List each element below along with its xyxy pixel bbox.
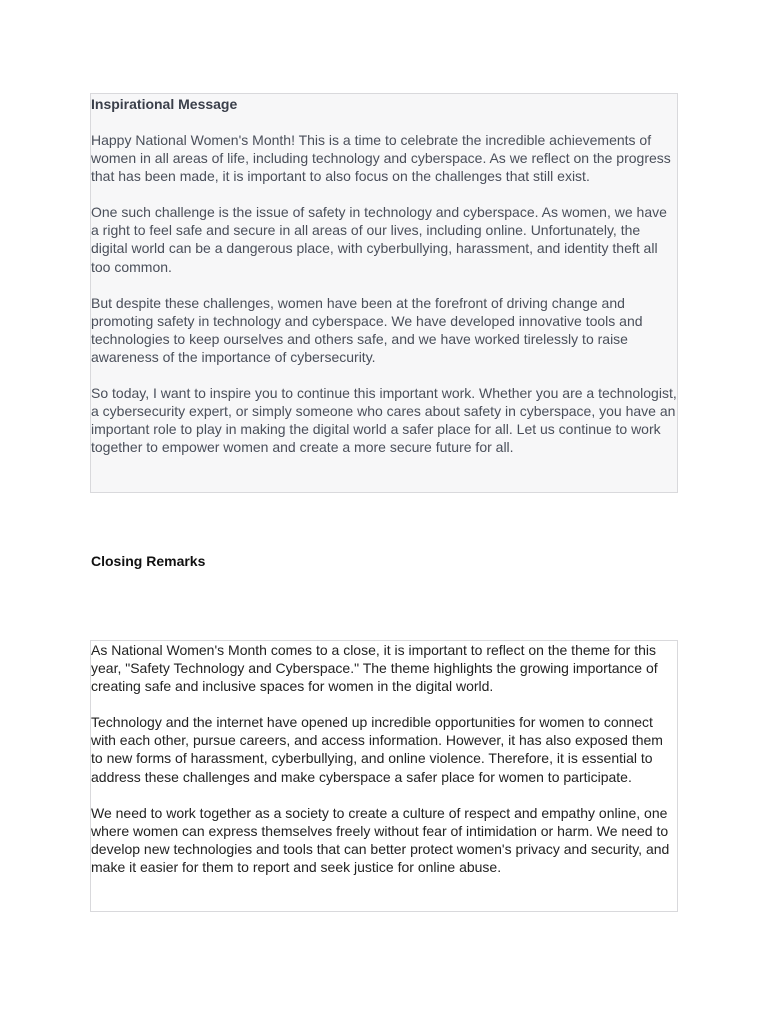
closing-remarks-box bbox=[90, 640, 678, 912]
inspirational-message-title: Inspirational Message bbox=[91, 96, 238, 112]
inspirational-paragraph-1: Happy National Women's Month! This is a time to celebrate the incredible achievements of women in all areas of life, including technology and cyberspace. As we reflect on the progress that has been made, it is important to also focus on the challenges that still exist. bbox=[91, 132, 671, 185]
closing-remarks-heading: Closing Remarks bbox=[91, 553, 206, 569]
closing-paragraph-3: We need to work together as a society to create a culture of respect and empathy online, one where women can express themselves freely without fear of intimidation or harm. We need to develop new technologies and tools that can better protect women's privacy and security, and make it easier for them to report and seek justice for online abuse. bbox=[91, 804, 670, 875]
inspirational-paragraph-2: One such challenge is the issue of safety in technology and cyberspace. As women, we have a right to feel safe and secure in all areas of our lives, including online. Unfortunately, the digital world can be a dangerous place, with cyberbullying, harassment, and identity theft all too common. bbox=[91, 204, 667, 275]
inspirational-paragraph-4: So today, I want to inspire you to continue this important work. Whether you are a technologist, a cybersecurity expert, or simply someone who cares about safety in cyberspace, you have an important role to play in making the digital world a safer place for all. Let us continue to work together to empower women and create a more secure future for all. bbox=[91, 385, 677, 456]
closing-paragraph-2: Technology and the internet have opened up incredible opportunities for women to connect with each other, pursue careers, and access information. However, it has also exposed them to new forms of harassment, cyberbullying, and online violence. Therefore, it is essential to address these challenges and make cyberspace a safer place for women to participate. bbox=[91, 714, 663, 785]
inspirational-message-box bbox=[90, 93, 678, 493]
inspirational-paragraph-3: But despite these challenges, women have been at the forefront of driving change and promoting safety in technology and cyberspace. We have developed innovative tools and technologies to keep ourselves and others safe, and we have worked tirelessly to raise awareness of the importance of cybersecurity. bbox=[91, 294, 643, 365]
closing-paragraph-1: As National Women's Month comes to a close, it is important to reflect on the theme for this year, "Safety Technology and Cyberspace." The theme highlights the growing importance of creating safe and inclusive spaces for women in the digital world. bbox=[91, 642, 658, 695]
